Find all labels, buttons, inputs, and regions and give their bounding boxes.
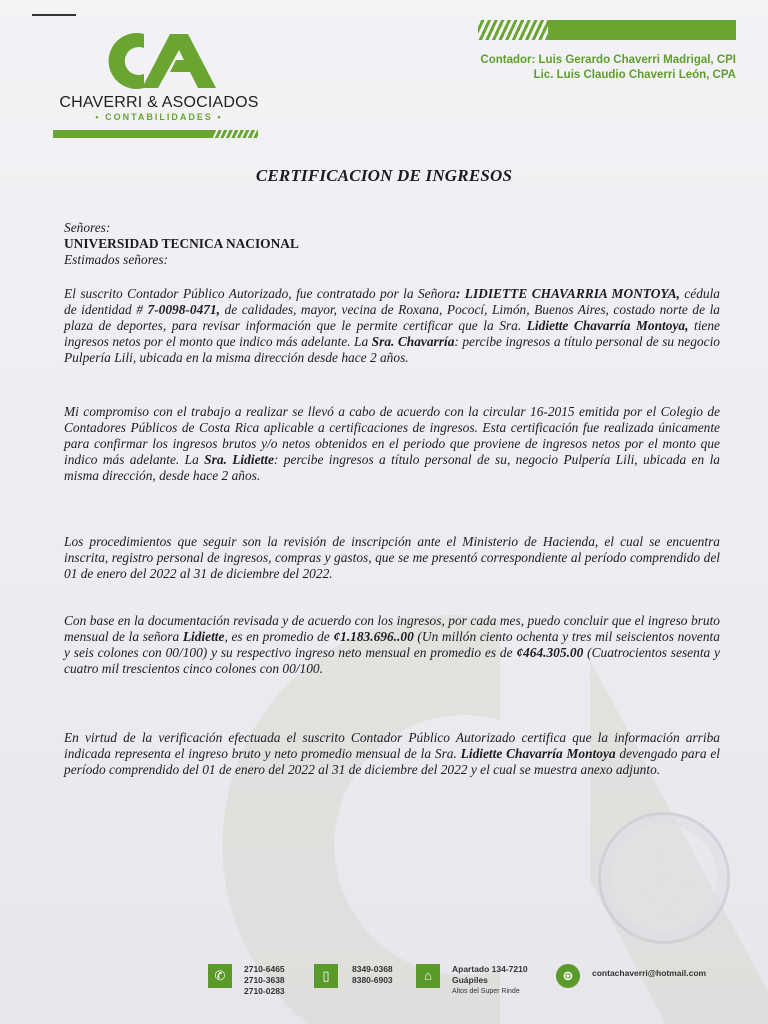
header-bar-right (478, 20, 736, 40)
globe-icon: ⊕ (556, 964, 580, 988)
phones-landline: 2710-6465 2710-3638 2710-0283 (244, 964, 285, 996)
company-logo (50, 30, 265, 140)
paragraph-engagement: El suscrito Contador Público Autorizado, fue contratado por la Señora: LIDIETTE CHAVARRIA MONTOYA, cédula de identidad # 7-0098-0471, de calidades, mayor, vecina de Roxana, Pococí, Limón, Buenos Aires, costado norte de la plaza de deportes, para revisar información que le permite certificar que la Sra. Lidiette Chavarría Montoya, tiene ingresos netos por el monto que indico más adelante. La Sra. Chavarría: percibe ingresos a título personal de su negocio Pulpería Lili, ubicada en la misma dirección desde hace 2 años. (64, 286, 720, 365)
accountant-2: Lic. Luis Claudio Chaverri León, CPA (533, 69, 736, 81)
phone-icon: ✆ (208, 964, 232, 988)
postal-address: Apartado 134-7210 Guápiles Altos del Super Rinde (452, 964, 528, 995)
mobile-icon: ▯ (314, 964, 338, 988)
phones-mobile: 8349-0368 8380-6903 (352, 964, 393, 985)
paragraph-certification: En virtud de la verificación efectuada el suscrito Contador Público Autorizado certifica que la información arriba indicada representa el ingreso bruto y neto promedio mensual de la Sra. Lidiette Chavarría Montoya devengado para el período comprendido del 01 de enero del 2022 al 31 de diciembre del 2022 y el cual se muestra anexo adjunto. (64, 730, 720, 777)
header-bar-left (53, 130, 258, 138)
salutation (64, 220, 720, 268)
home-icon: ⌂ (416, 964, 440, 988)
paragraph-procedures: Los procedimientos que seguir son la revisión de inscripción ante el Ministerio de Hacienda, el cual se encuentra inscrita, registro personal de ingresos, compras y gastos, que se me presentó correspondiente al período comprendido del 01 de enero del 2022 al 31 de diciembre del 2022. (64, 534, 720, 581)
embossed-seal (598, 812, 730, 944)
recipient-name: UNIVERSIDAD TECNICA NACIONAL (64, 236, 299, 251)
email-address: contachaverri@hotmail.com (592, 968, 707, 978)
accountants-block (480, 53, 736, 83)
document-title: CERTIFICACION DE INGRESOS (255, 166, 513, 185)
paragraph-commitment: Mi compromiso con el trabajo a realizar se llevó a cabo de acuerdo con la circular 16-2015 emitida por el Colegio de Contadores Públicos de Costa Rica aplicable a certificaciones de ingresos. Esta certificación fue realizada únicamente para confirmar los ingresos brutos y/o netos obtenidos en el periodo que proviene de ingresos netos por el monto que indico más adelante. La Sra. Lidiette: percibe ingresos a título personal de su, negocio Pulpería Lili, ubicada en la misma dirección, desde hace 2 años. (64, 404, 720, 483)
document-body (64, 220, 720, 778)
footer-contact (208, 962, 728, 1006)
paragraph-conclusion: Con base en la documentación revisada y de acuerdo con los ingresos, por cada mes, puedo concluir que el ingreso bruto mensual de la señora Lidiette, es en promedio de ¢1.183.696..00 (Un millón ciento ochenta y tres mil seiscientos noventa y seis colones con 00/100) y su respectivo ingreso neto mensual en promedio es de ¢464.305.00 (Cuatrocientos sesenta y cuatro mil trescientos cinco colones con 00/100. (64, 613, 721, 676)
firm-tagline: • CONTABILIDADES • (95, 112, 223, 122)
top-rule (32, 14, 76, 16)
firm-name: CHAVERRI & ASOCIADOS (59, 94, 259, 111)
salutation-line-2: Estimados señores: (64, 252, 169, 267)
accountant-1: Contador: Luis Gerardo Chaverri Madrigal, CPI (480, 54, 736, 66)
ca-logo-mark (90, 30, 220, 92)
salutation-line-1: Señores: (64, 220, 111, 235)
